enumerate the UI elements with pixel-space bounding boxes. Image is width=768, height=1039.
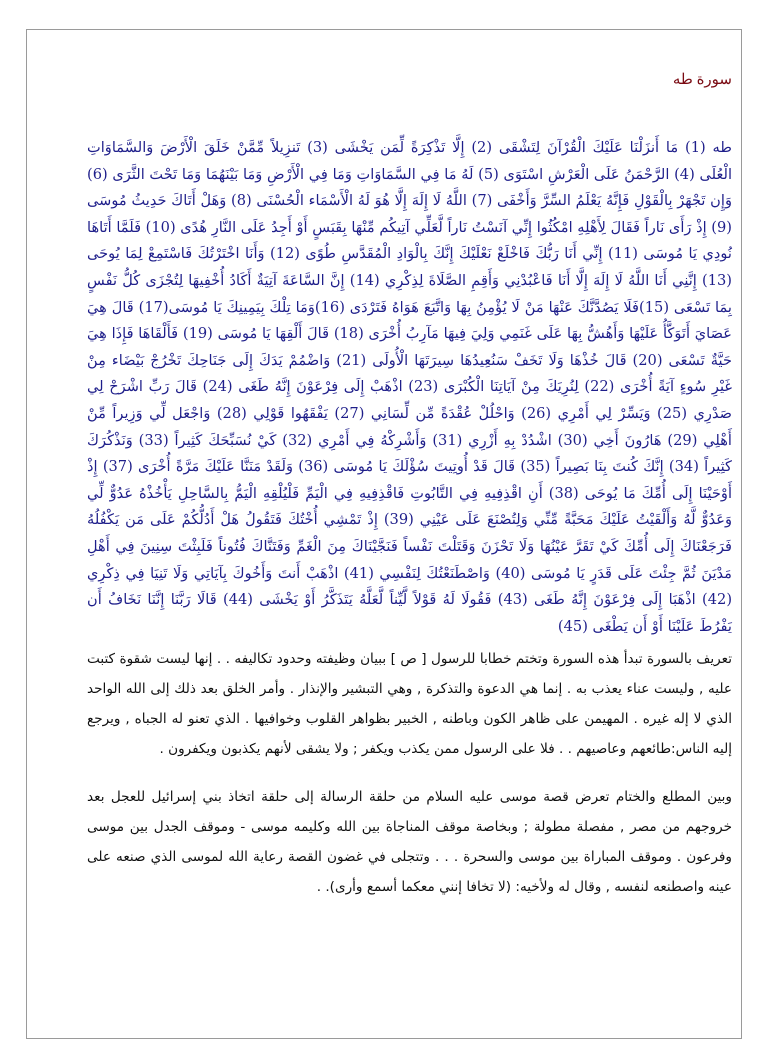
- quran-verses: طه (1) مَا أَنزَلْنَا عَلَيْكَ الْقُرْآنَ لِتَشْقَى (2) إِلَّا تَذْكِرَةً لِّمَن يَخْشَى (3) تَنزِيلاً مِّمَّنْ خَلَقَ الْأَرْضَ وَالسَّمَاوَاتِ الْعُلَى (4) الرَّحْمَنُ عَلَى الْعَرْشِ اسْتَوَى (5) لَهُ مَا فِي السَّمَاوَاتِ وَمَا فِي الْأَرْضِ وَمَا بَيْنَهُمَا وَمَا تَحْتَ الثَّرَى (6) وَإِن تَجْهَرْ بِالْقَوْلِ فَإِنَّهُ يَعْلَمُ السِّرَّ وَأَخْفَى (7) اللَّهُ لَا إِلَهَ إِلَّا هُوَ لَهُ الْأَسْمَاء الْحُسْنَى (8) وَهَلْ أَتَاكَ حَدِيثُ مُوسَى (9) إِذْ رَأَى نَاراً فَقَالَ لِأَهْلِهِ امْكُثُوا إِنِّي آنَسْتُ نَاراً لَّعَلِّي آتِيكُم مِّنْهَا بِقَبَسٍ أَوْ أَجِدُ عَلَى النَّارِ هُدًى (10) فَلَمَّا أَتَاهَا نُودِي يَا مُوسَى (11) إِنِّي أَنَا رَبُّكَ فَاخْلَعْ نَعْلَيْكَ إِنَّكَ بِالْوَادِ الْمُقَدَّسِ طُوًى (12) وَأَنَا اخْتَرْتُكَ فَاسْتَمِعْ لِمَا يُوحَى (13) إِنَّنِي أَنَا اللَّهُ لَا إِلَهَ إِلَّا أَنَا فَاعْبُدْنِي وَأَقِمِ الصَّلَاةَ لِذِكْرِي (14) إِنَّ السَّاعَةَ آتِيَةٌ أَكَادُ أُخْفِيهَا لِتُجْزَى كُلُّ نَفْسٍ بِمَا تَسْعَى (15)فَلَا يَصُدَّنَّكَ عَنْهَا مَنْ لَا يُؤْمِنُ بِهَا وَاتَّبَعَ هَوَاهُ فَتَرْدَى (16)وَمَا تِلْكَ بِيَمِينِكَ يَا مُوسَى(17) قَالَ هِيَ عَصَايَ أَتَوَكَّأُ عَلَيْهَا وَأَهُشُّ بِهَا عَلَى غَنَمِي وَلِيَ فِيهَا مَآرِبُ أُخْرَى (18) قَالَ أَلْقِهَا يَا مُوسَى (19) فَأَلْقَاهَا فَإِذَا هِيَ حَيَّةٌ تَسْعَى (20) قَالَ خُذْهَا وَلَا تَخَفْ سَنُعِيدُهَا سِيرَتَهَا الْأُولَى (21) وَاضْمُمْ يَدَكَ إِلَى جَنَاحِكَ تَخْرُجْ بَيْضَاء مِنْ غَيْرِ سُوءٍ آيَةً أُخْرَى (22) لِنُرِيَكَ مِنْ آيَاتِنَا الْكُبْرَى (23) اذْهَبْ إِلَى فِرْعَوْنَ إِنَّهُ طَغَى (24) قَالَ رَبِّ اشْرَحْ لِي صَدْرِي (25) وَيَسِّرْ لِي أَمْرِي (26) وَاحْلُلْ عُقْدَةً مِّن لِّسَانِي (27) يَفْقَهُوا قَوْلِي (28) وَاجْعَل لِّي وَزِيراً مِّنْ أَهْلِي (29) هَارُونَ أَخِي (30) اشْدُدْ بِهِ أَزْرِي (31) وَأَشْرِكْهُ فِي أَمْرِي (32) كَيْ نُسَبِّحَكَ كَثِيراً (33) وَنَذْكُرَكَ كَثِيراً (34) إِنَّكَ كُنتَ بِنَا بَصِيراً (35) قَالَ قَدْ أُوتِيتَ سُؤْلَكَ يَا مُوسَى (36) وَلَقَدْ مَنَنَّا عَلَيْكَ مَرَّةً أُخْرَى (37) إِذْ أَوْحَيْنَا إِلَى أُمِّكَ مَا يُوحَى (38) أَنِ اقْذِفِيهِ فِي التَّابُوتِ فَاقْذِفِيهِ فِي الْيَمِّ فَلْيُلْقِهِ الْيَمُّ بِالسَّاحِلِ يَأْخُذْهُ عَدُوٌّ لِّي وَعَدُوٌّ لَّهُ وَأَلْقَيْتُ عَلَيْكَ مَحَبَّةً مِّنِّي وَلِتُصْنَعَ عَلَى عَيْنِي (39) إِذْ تَمْشِي أُخْتُكَ فَتَقُولُ هَلْ أَدُلُّكُمْ عَلَى مَن يَكْفُلُهُ فَرَجَعْنَاكَ إِلَى أُمِّكَ كَيْ تَقَرَّ عَيْنُهَا وَلَا تَحْزَنَ وَقَتَلْتَ نَفْساً فَنَجَّيْنَاكَ مِنَ الْغَمِّ وَفَتَنَّاكَ فُتُوناً فَلَبِثْتَ سِنِينَ فِي أَهْلِ مَدْيَنَ ثُمَّ جِئْتَ عَلَى قَدَرٍ يَا مُوسَى (40) وَاصْطَنَعْتُكَ لِنَفْسِي (41) اذْهَبْ أَنتَ وَأَخُوكَ بِآيَاتِي وَلَا تَنِيَا فِي ذِكْرِي (42) اذْهَبَا إِلَى فِرْعَوْنَ إِنَّهُ طَغَى (43) فَقُولَا لَهُ قَوْلاً لَّيِّناً لَّعَلَّهُ يَتَذَكَّرُ أَوْ يَخْشَى (44) قَالَا رَبَّنَا إِنَّنَا نَخَافُ أَن يَفْرُطَ عَلَيْنَا أَوْ أَن يَطْغَى (45): [87, 139, 733, 635]
- commentary-paragraph-2: وبين المطلع والختام تعرض قصة موسى عليه السلام من حلقة الرسالة إلى حلقة اتخاذ بني إسرائيل للعجل بعد خروجهم من مصر , مفصلة مطولة ; وبخاصة موقف المناجاة بين الله وكليمه موسى - وموقف الجدل بين موسى وفرعون . وموقف المباراة بين موسى والسحرة . . . وتتجلى في غضون القصة رعاية الله لموسى الذي صنعه على عينه واصطنعه لنفسه , وقال له ولأخيه: (لا تخافا إنني معكما أسمع وأرى). .: [87, 789, 732, 896]
- surah-title: سورة طه: [672, 72, 732, 88]
- commentary-paragraph-1: تعريف بالسورة تبدأ هذه السورة وتختم خطابا للرسول [ ص ] ببيان وظيفته وحدود تكاليفه . . إنها ليست شقوة كتبت عليه , وليست عناء يعذب به . إنما هي الدعوة والتذكرة , وهي التبشير والإنذار . وأمر الخلق بعد ذلك إلى الله الواحد الذي لا إله غيره . المهيمن على ظاهر الكون وباطنه , الخبير بظواهر القلوب وخوافيها . الذي تعنو له الجباه , ويرجع إليه الناس:طائعهم وعاصيهم . . فلا على الرسول ممن يكذب ويكفر ; ولا يشقى لأنهم يكذبون ويكفرون .: [87, 651, 732, 758]
- document-page: [26, 29, 742, 1039]
- document-body: [87, 70, 732, 914]
